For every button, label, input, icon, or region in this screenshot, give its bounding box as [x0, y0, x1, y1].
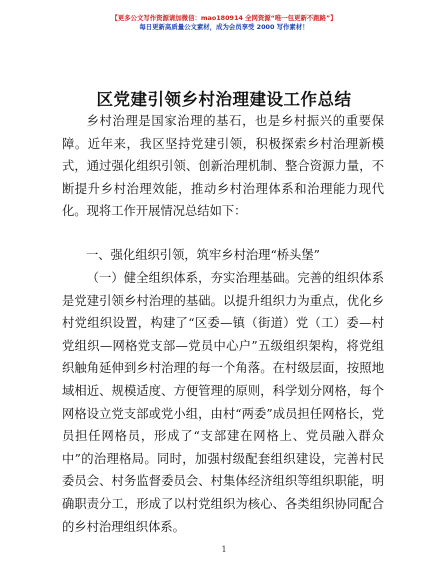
promo-line-1: 【更多公文写作资源请加微信：mao180914 全网资源“唯一包更新不跑路”】 [111, 14, 337, 22]
section-heading: 一、强化组织引领，筑牢乡村治理“桥头堡” [86, 248, 320, 262]
page-number: 1 [221, 545, 227, 554]
intro-paragraph: 乡村治理是国家治理的基石，也是乡村振兴的重要保障。近年来，我区坚持党建引领，积极探索乡村治理新模式，通过强化组织引领、创新治理机制、整合资源力量，不断提升乡村治理效能，推动乡村治理体系和治理能力现代化。现将工作开展情况总结如下： [62, 114, 384, 219]
promo-line-2: 每日更新高质量公文素材，成为会员享受 2000 写作素材！ [139, 23, 309, 31]
section-body-paragraph: （一）健全组织体系，夯实治理基础。完善的组织体系是党建引领乡村治理的基础。以提升组织力为重点，优化乡村党组织设置，构建了“区委—镇（街道）党（工）委—村党组织—网格党支部—党员中心户”五级组织架构，将党组织触角延伸到乡村治理的每一个角落。在村级层面，按照地域相近、规模适度、方便管理的原则，科学划分网格，每个网格设立党支部或党小组，由村“两委”成员担任网格长，党员担任网格员，形成了“支部建在网格上、党员融入群众中”的治理格局。同时，加强村级配套组织建设，完善村民委员会、村务监督委员会、村集体经济组织等组织职能，明确职责分工，形成了以村党组织为核心、各类组织协同配合的乡村治理组织体系。 [62, 271, 384, 534]
document-title: 区党建引领乡村治理建设工作总结 [96, 90, 352, 109]
promo-banner [0, 14, 448, 32]
